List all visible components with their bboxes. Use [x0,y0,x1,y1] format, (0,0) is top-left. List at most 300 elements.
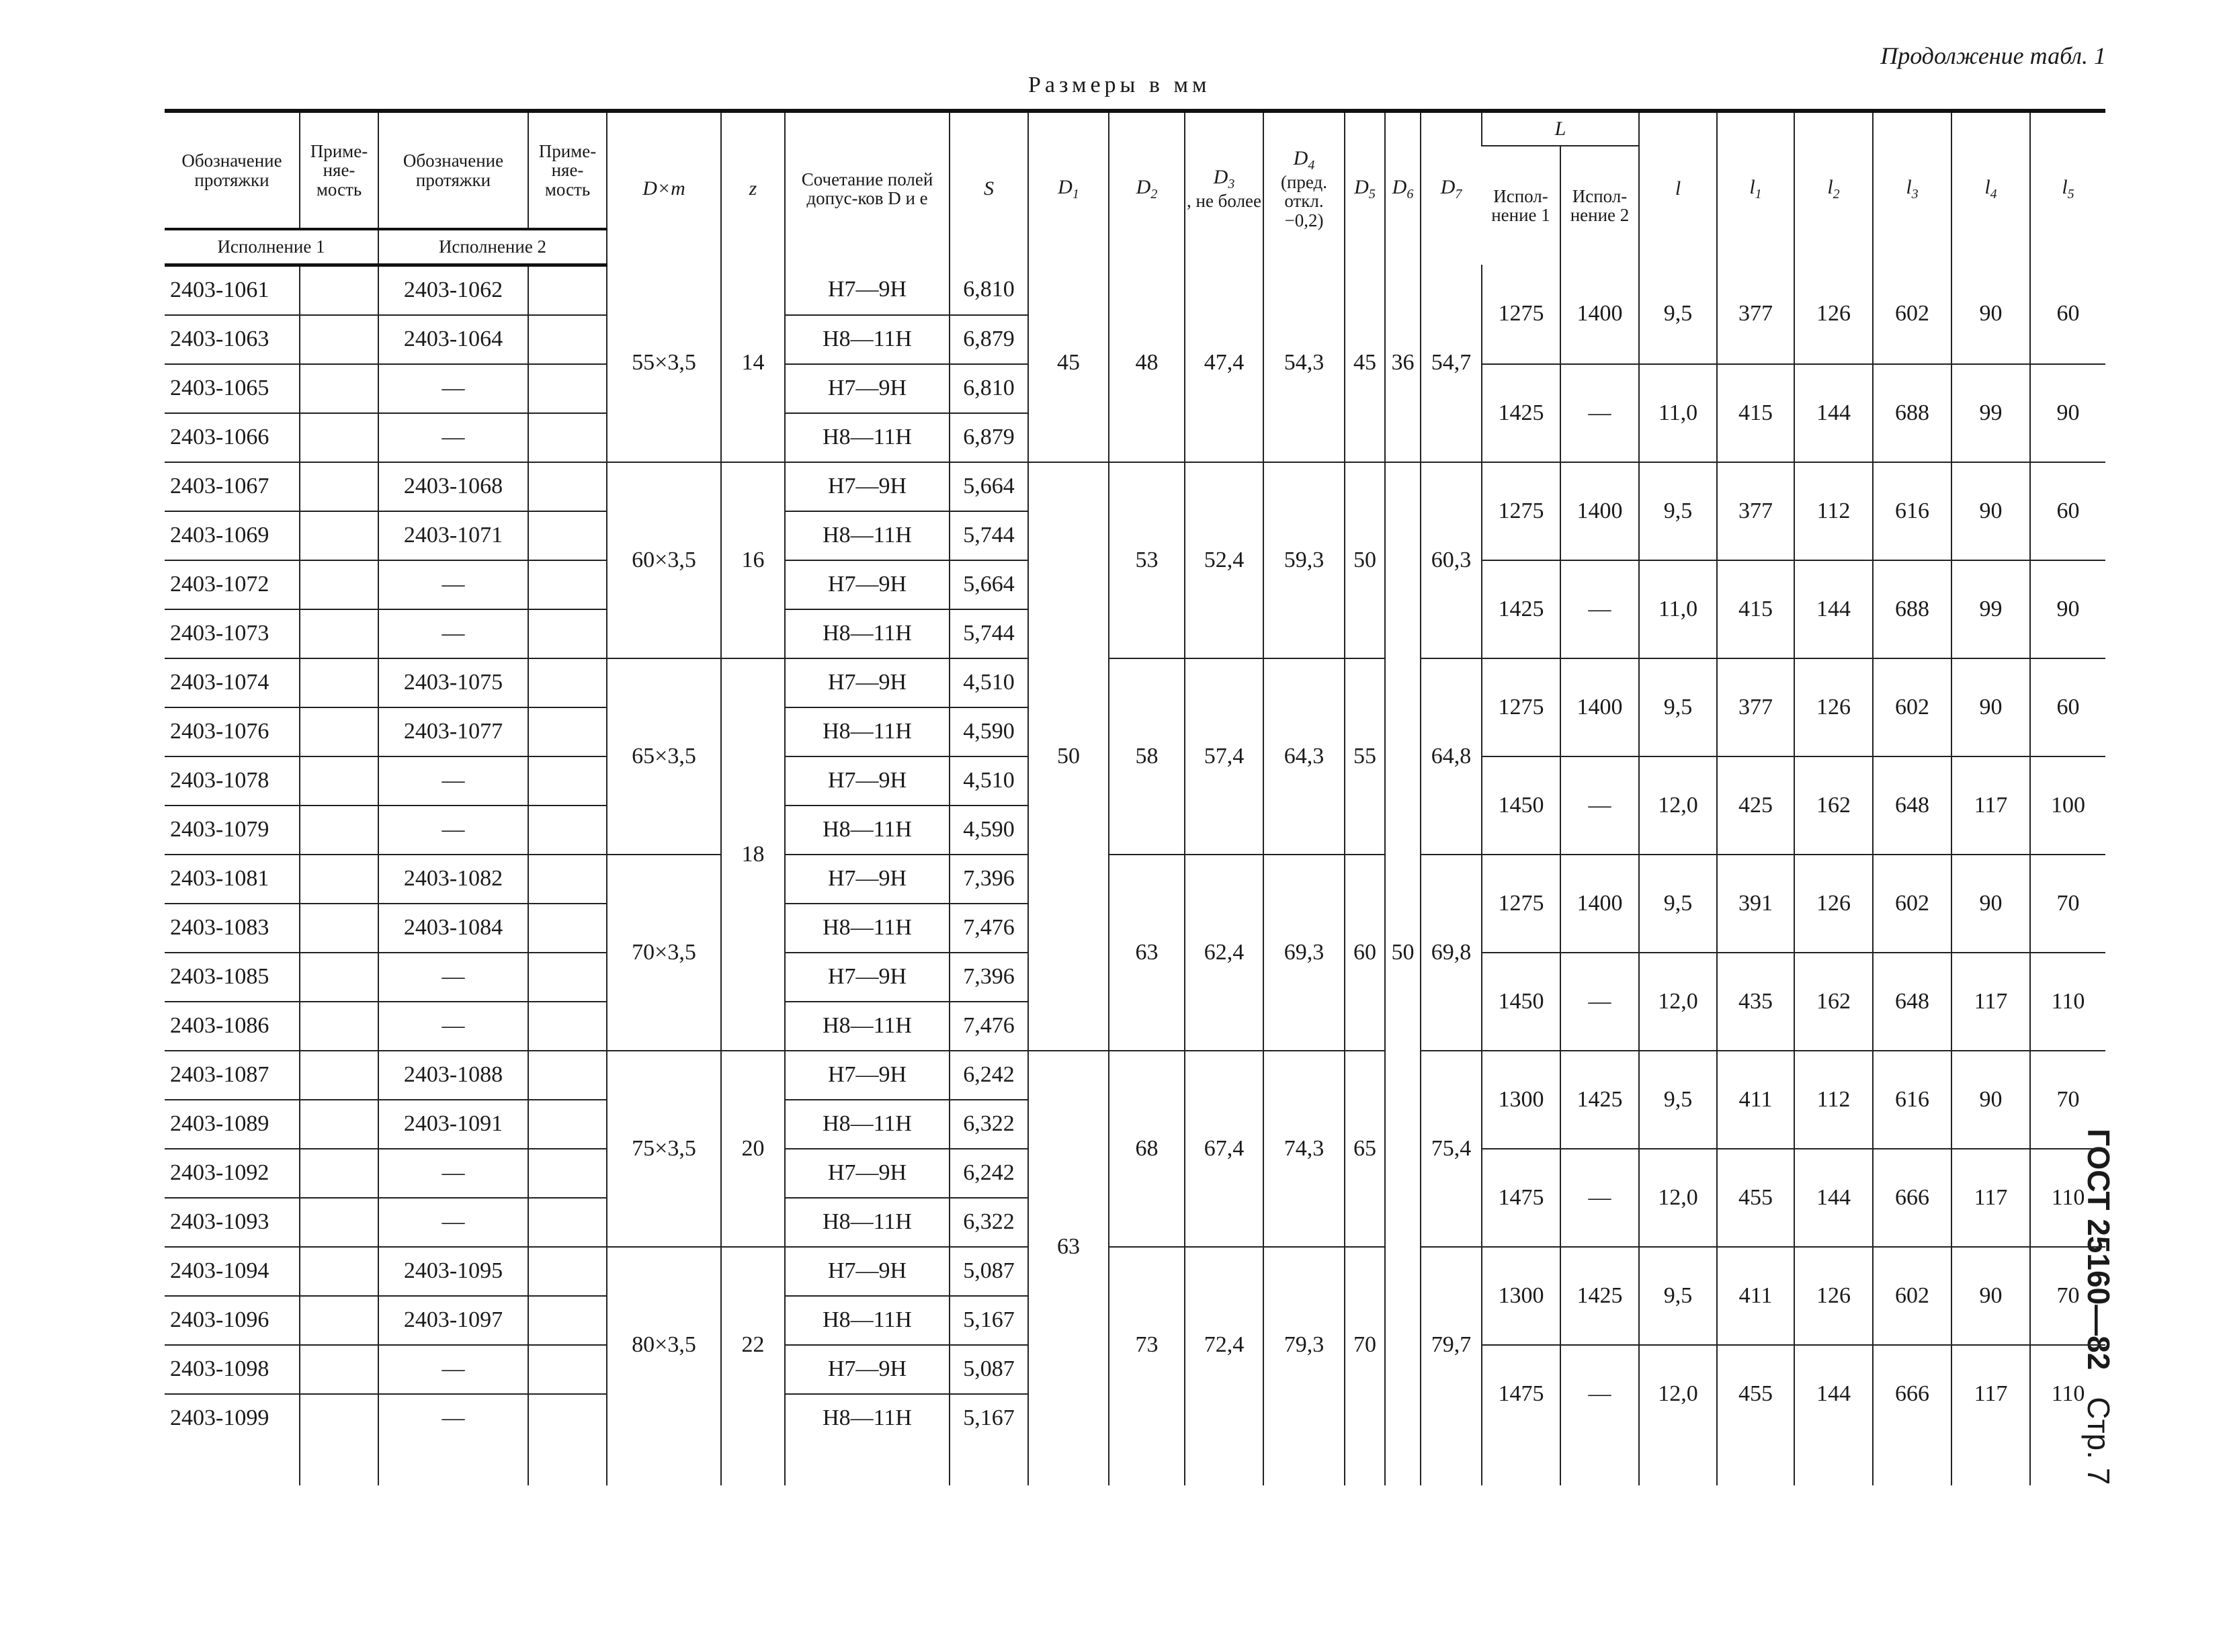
designation-variant2: — [378,609,528,658]
applicability-variant2 [528,315,607,364]
header-variant1: Исполнение 1 [165,229,378,265]
L1-value: 1450 [1482,756,1560,855]
header-s: S [950,111,1028,265]
designation-variant1: 2403-1063 [165,315,300,364]
table-continuation-label: Продолжение табл. 1 [1880,42,2106,69]
tolerance-combination: H8—11H [785,1296,950,1345]
header-applicability-1: Приме-няе-мость [300,111,378,229]
applicability-variant2 [528,658,607,707]
l5-value: 60 [2030,265,2105,364]
l4-value: 90 [1951,462,2030,560]
s-value: 6,879 [950,315,1028,364]
l1-value: 425 [1717,756,1794,855]
designation-variant1: 2403-1099 [170,1405,269,1430]
designation-variant2: 2403-1084 [378,904,528,953]
tolerance-combination: H8—11H [785,1100,950,1149]
d1-value: 45 [1028,265,1109,462]
l4-value: 117 [1951,1149,2030,1247]
header-L: L [1482,111,1639,146]
s-value: 5,664 [950,462,1028,511]
z-value: 16 [721,462,785,658]
l3-value: 602 [1873,265,1951,364]
tolerance-combination: H7—9H [785,658,950,707]
applicability-variant2 [528,364,607,413]
s-value: 7,476 [950,904,1028,953]
empty-cell [1421,1442,1482,1485]
applicability-variant1 [300,1051,378,1100]
header-z: z [721,111,785,265]
table-row [165,1247,2105,1296]
s-value: 4,590 [950,707,1028,756]
l4-value: 99 [1951,560,2030,658]
l1-value: 415 [1717,364,1794,462]
l2-value: 126 [1794,1247,1873,1345]
l-value: 9,5 [1639,1247,1717,1345]
l2-value: 126 [1794,855,1873,953]
s-value: 6,322 [950,1198,1028,1247]
tolerance-combination: H8—11H [785,1002,950,1051]
z-value: 14 [721,265,785,462]
tolerance-combination: H7—9H [785,855,950,904]
d1-value: 63 [1028,1051,1109,1442]
d2-value: 48 [1109,265,1185,462]
d3-value: 47,4 [1185,265,1263,462]
l2-value: 162 [1794,756,1873,855]
l-value: 12,0 [1639,1345,1717,1442]
l5-value: 70 [2030,1051,2105,1149]
d2-value: 53 [1109,462,1185,658]
dxm-value: 80×3,5 [607,1247,721,1442]
d2-value: 63 [1109,855,1185,1051]
table-row [165,658,2105,707]
applicability-variant2 [528,265,607,315]
designation-variant2: 2403-1091 [378,1100,528,1149]
d5-value: 65 [1345,1051,1385,1247]
l1-value: 455 [1717,1149,1794,1247]
designation-variant1: 2403-1094 [165,1247,300,1296]
empty-cell [1385,1442,1421,1485]
s-value: 6,242 [950,1149,1028,1198]
s-value: 5,744 [950,511,1028,560]
d5-value: 55 [1345,658,1385,855]
applicability-variant2 [528,1149,607,1198]
designation-variant2: — [378,560,528,609]
applicability-variant2 [528,609,607,658]
header-applicability-2: Приме-няе-мость [528,111,607,229]
header-designation-2: Обозначение протяжки [378,111,528,229]
applicability-variant1 [300,511,378,560]
s-value: 5,087 [950,1345,1028,1394]
d2-value: 68 [1109,1051,1185,1247]
empty-cell [1345,1442,1385,1485]
designation-variant2: 2403-1097 [378,1296,528,1345]
d5-value: 50 [1345,462,1385,658]
l1-value: 435 [1717,953,1794,1051]
applicability-variant2 [528,1247,607,1296]
l-value: 9,5 [1639,1051,1717,1149]
l4-value: 90 [1951,265,2030,364]
header-tolerance: Сочетание полей допус-ков D и e [785,111,950,265]
d1-value: 50 [1028,462,1109,1051]
designation-variant2: — [378,1394,528,1442]
designation-variant1: 2403-1067 [165,462,300,511]
dxm-value: 65×3,5 [607,658,721,855]
L2-value: — [1560,364,1639,462]
L1-value: 1275 [1482,855,1560,953]
applicability-variant2 [528,413,607,462]
L1-value: 1425 [1482,560,1560,658]
designation-variant1: 2403-1078 [165,756,300,806]
header-d6: $D_6$ [1385,111,1421,265]
applicability-variant1 [300,1149,378,1198]
designation-variant2: 2403-1075 [378,658,528,707]
designation-variant2: 2403-1077 [378,707,528,756]
applicability-variant1 [300,855,378,904]
L1-value: 1450 [1482,953,1560,1051]
s-value: 7,476 [950,1002,1028,1051]
L1-value: 1300 [1482,1247,1560,1345]
l3-value: 688 [1873,364,1951,462]
designation-variant2: — [378,1345,528,1394]
l1-value: 377 [1717,265,1794,364]
applicability-variant2 [528,806,607,855]
tolerance-combination: H8—11H [785,511,950,560]
s-value: 6,810 [950,265,1028,315]
l2-value: 144 [1794,1149,1873,1247]
tolerance-combination: H8—11H [785,413,950,462]
page-number: Стр. 7 [2081,1397,2116,1485]
s-value: 5,167 [950,1296,1028,1345]
l1-value: 377 [1717,658,1794,756]
header-L-variant1: Испол-нение 1 [1491,185,1550,225]
z-value: 18 [721,658,785,1051]
L2-value: — [1560,560,1639,658]
l2-value: 126 [1794,265,1873,364]
tolerance-combination: H7—9H [785,953,950,1002]
applicability-variant2 [528,953,607,1002]
applicability-variant2 [528,560,607,609]
header-designation-1: Обозначение протяжки [165,111,300,229]
l3-value: 602 [1873,658,1951,756]
l1-value: 391 [1717,855,1794,953]
applicability-variant1 [300,315,378,364]
z-value: 22 [721,1247,785,1442]
empty-cell [607,1442,721,1485]
header-d5: $D_5$ [1345,111,1385,265]
l4-value: 99 [1951,364,2030,462]
dxm-value: 55×3,5 [607,265,721,462]
l5-value: 90 [2030,560,2105,658]
l5-value: 70 [2030,1247,2105,1345]
L2-value: — [1560,756,1639,855]
d4-value: 79,3 [1263,1247,1345,1442]
applicability-variant1 [300,1100,378,1149]
empty-cell [1482,1442,1560,1485]
header-d4: $D_4$ (пред. откл. −0,2) [1263,111,1345,265]
l3-value: 648 [1873,953,1951,1051]
units-caption: Размеры в мм [1028,73,1211,97]
designation-variant2: 2403-1088 [378,1051,528,1100]
l2-value: 144 [1794,560,1873,658]
designation-variant2: — [378,1198,528,1247]
l5-value: 60 [2030,658,2105,756]
applicability-variant1 [300,806,378,855]
l2-value: 126 [1794,658,1873,756]
designation-variant2: — [378,1149,528,1198]
l4-value: 117 [1951,1345,2030,1442]
empty-cell [528,1442,607,1485]
designation-variant1: 2403-1079 [165,806,300,855]
designation-variant1: 2403-1073 [165,609,300,658]
applicability-variant2 [528,904,607,953]
s-value: 4,590 [950,806,1028,855]
L2-value: 1425 [1560,1247,1639,1345]
L1-value: 1425 [1482,364,1560,462]
header-L-variant2: Испол-нение 2 [1560,146,1639,265]
designation-variant1: 2403-1065 [165,364,300,413]
applicability-variant1 [300,364,378,413]
applicability-variant1 [300,904,378,953]
table-row [165,855,2105,904]
s-value: 6,322 [950,1100,1028,1149]
header-d1: $D_1$ [1028,111,1109,265]
designation-variant1: 2403-1087 [165,1051,300,1100]
d4-value: 64,3 [1263,658,1345,855]
applicability-variant2 [528,707,607,756]
d7-value: 64,8 [1421,658,1482,855]
l1-value: 411 [1717,1051,1794,1149]
l1-value: 415 [1717,560,1794,658]
l-value: 9,5 [1639,265,1717,364]
l5-value: 110 [2030,953,2105,1051]
s-value: 5,664 [950,560,1028,609]
applicability-variant2 [528,855,607,904]
l1-value: 411 [1717,1247,1794,1345]
designation-variant2: — [378,1002,528,1051]
header-d3: $D_3$ , не более [1185,111,1263,265]
designation-variant1: 2403-1083 [165,904,300,953]
designation-variant1: 2403-1076 [165,707,300,756]
empty-cell [1028,1442,1109,1485]
d7-value: 79,7 [1421,1247,1482,1442]
l-value: 9,5 [1639,658,1717,756]
standard-number: ГОСТ 25160—82 [2081,1129,2116,1371]
d4-value: 74,3 [1263,1051,1345,1247]
tolerance-combination: H8—11H [785,806,950,855]
empty-cell [1185,1442,1263,1485]
l5-value: 110 [2030,1149,2105,1247]
header-l2: $l_2$ [1794,111,1873,265]
applicability-variant2 [528,1051,607,1100]
l-value: 9,5 [1639,462,1717,560]
L1-value: 1475 [1482,1345,1560,1442]
designation-variant1: 2403-1069 [165,511,300,560]
d3-value: 67,4 [1185,1051,1263,1247]
designation-variant1: 2403-1096 [165,1296,300,1345]
header-variant2: Исполнение 2 [378,229,607,265]
l-value: 11,0 [1639,364,1717,462]
designation-variant1: 2403-1074 [165,658,300,707]
l3-value: 666 [1873,1345,1951,1442]
designation-variant2: 2403-1068 [378,462,528,511]
header-l3: $l_3$ [1873,111,1951,265]
l4-value: 90 [1951,1051,2030,1149]
designation-variant2: 2403-1095 [378,1247,528,1296]
d4-value: 59,3 [1263,462,1345,658]
designation-variant1: 2403-1092 [165,1149,300,1198]
applicability-variant1 [300,1002,378,1051]
l4-value: 90 [1951,658,2030,756]
d7-value: 69,8 [1421,855,1482,1051]
d4-value: 69,3 [1263,855,1345,1051]
table-row [165,462,2105,511]
applicability-variant1 [300,1247,378,1296]
tolerance-combination: H7—9H [785,364,950,413]
designation-variant1: 2403-1066 [165,413,300,462]
L2-value: — [1560,1345,1639,1442]
d7-value: 60,3 [1421,462,1482,658]
l2-value: 144 [1794,1345,1873,1442]
L1-value: 1275 [1482,265,1560,364]
d7-value: 75,4 [1421,1051,1482,1247]
applicability-variant2 [528,511,607,560]
empty-cell [721,1442,785,1485]
empty-cell [1639,1442,1717,1485]
broach-dimensions-table [165,109,2105,1485]
applicability-variant1 [300,1345,378,1394]
designation-variant1: 2403-1098 [165,1345,300,1394]
tolerance-combination: H8—11H [785,315,950,364]
s-value: 5,167 [950,1394,1028,1442]
header-dxm: D×m [607,111,721,265]
d3-value: 57,4 [1185,658,1263,855]
L1-value: 1475 [1482,1149,1560,1247]
l1-value: 455 [1717,1345,1794,1442]
L2-value: 1425 [1560,1051,1639,1149]
d6-value: 36 [1385,265,1421,462]
l4-value: 117 [1951,756,2030,855]
l-value: 12,0 [1639,756,1717,855]
empty-cell [1717,1442,1794,1485]
tolerance-combination: H7—9H [785,462,950,511]
table-row [165,265,2105,315]
designation-variant2: — [378,364,528,413]
applicability-variant2 [528,1394,607,1442]
applicability-variant2 [528,462,607,511]
d3-value: 62,4 [1185,855,1263,1051]
z-value: 20 [721,1051,785,1247]
d6-value: 50 [1385,462,1421,1442]
empty-cell [950,1442,1028,1485]
empty-cell [300,1442,378,1485]
empty-cell [2030,1442,2105,1485]
empty-cell [1560,1442,1639,1485]
designation-variant1: 2403-1093 [165,1198,300,1247]
tolerance-combination: H8—11H [785,707,950,756]
dxm-value: 75×3,5 [607,1051,721,1247]
applicability-variant2 [528,756,607,806]
l3-value: 688 [1873,560,1951,658]
d7-value: 54,7 [1421,265,1482,462]
designation-variant2: 2403-1064 [378,315,528,364]
designation-variant2: — [378,806,528,855]
tolerance-combination: H8—11H [785,609,950,658]
tolerance-combination: H7—9H [785,756,950,806]
d3-value: 72,4 [1185,1247,1263,1442]
l4-value: 90 [1951,855,2030,953]
designation-variant2: 2403-1082 [378,855,528,904]
l2-value: 162 [1794,953,1873,1051]
d5-value: 45 [1345,265,1385,462]
empty-cell [1263,1442,1345,1485]
header-d2: $D_2$ [1109,111,1185,265]
applicability-variant1 [300,609,378,658]
tolerance-combination: H8—11H [785,1198,950,1247]
d5-value: 70 [1345,1247,1385,1442]
d3-value: 52,4 [1185,462,1263,658]
dxm-value: 60×3,5 [607,462,721,658]
l5-value: 70 [2030,855,2105,953]
applicability-variant2 [528,1002,607,1051]
empty-cell [1951,1442,2030,1485]
designation-variant2: 2403-1062 [378,265,528,315]
applicability-variant2 [528,1198,607,1247]
l3-value: 602 [1873,1247,1951,1345]
l4-value: 117 [1951,953,2030,1051]
L2-value: 1400 [1560,658,1639,756]
applicability-variant1 [300,1394,378,1442]
table-body [165,265,2105,1485]
s-value: 5,744 [950,609,1028,658]
L2-value: — [1560,953,1639,1051]
applicability-variant2 [528,1100,607,1149]
l5-value: 60 [2030,462,2105,560]
l-value: 11,0 [1639,560,1717,658]
empty-cell [165,1442,300,1485]
designation-variant2: — [378,953,528,1002]
L2-value: — [1560,1149,1639,1247]
s-value: 4,510 [950,756,1028,806]
tolerance-combination: H7—9H [785,560,950,609]
l3-value: 666 [1873,1149,1951,1247]
applicability-variant2 [528,1345,607,1394]
L1-value: 1300 [1482,1051,1560,1149]
designation-variant1: 2403-1061 [165,265,300,315]
designation-variant1: 2403-1072 [165,560,300,609]
empty-cell [1109,1442,1185,1485]
l-value: 12,0 [1639,1149,1717,1247]
table-tail-spacer [165,1442,2105,1485]
designation-variant1: 2403-1086 [165,1002,300,1051]
tolerance-combination: H8—11H [785,1394,950,1442]
l3-value: 602 [1873,855,1951,953]
applicability-variant1 [300,1296,378,1345]
empty-cell [1873,1442,1951,1485]
tolerance-combination: H7—9H [785,1051,950,1100]
s-value: 5,087 [950,1247,1028,1296]
designation-variant2: — [378,756,528,806]
d2-value: 73 [1109,1247,1185,1442]
l1-value: 377 [1717,462,1794,560]
d2-value: 58 [1109,658,1185,855]
s-value: 7,396 [950,855,1028,904]
s-value: 6,879 [950,413,1028,462]
header-l: l [1639,111,1717,265]
L2-value: 1400 [1560,265,1639,364]
s-value: 6,242 [950,1051,1028,1100]
empty-cell [378,1442,528,1485]
l-value: 9,5 [1639,855,1717,953]
